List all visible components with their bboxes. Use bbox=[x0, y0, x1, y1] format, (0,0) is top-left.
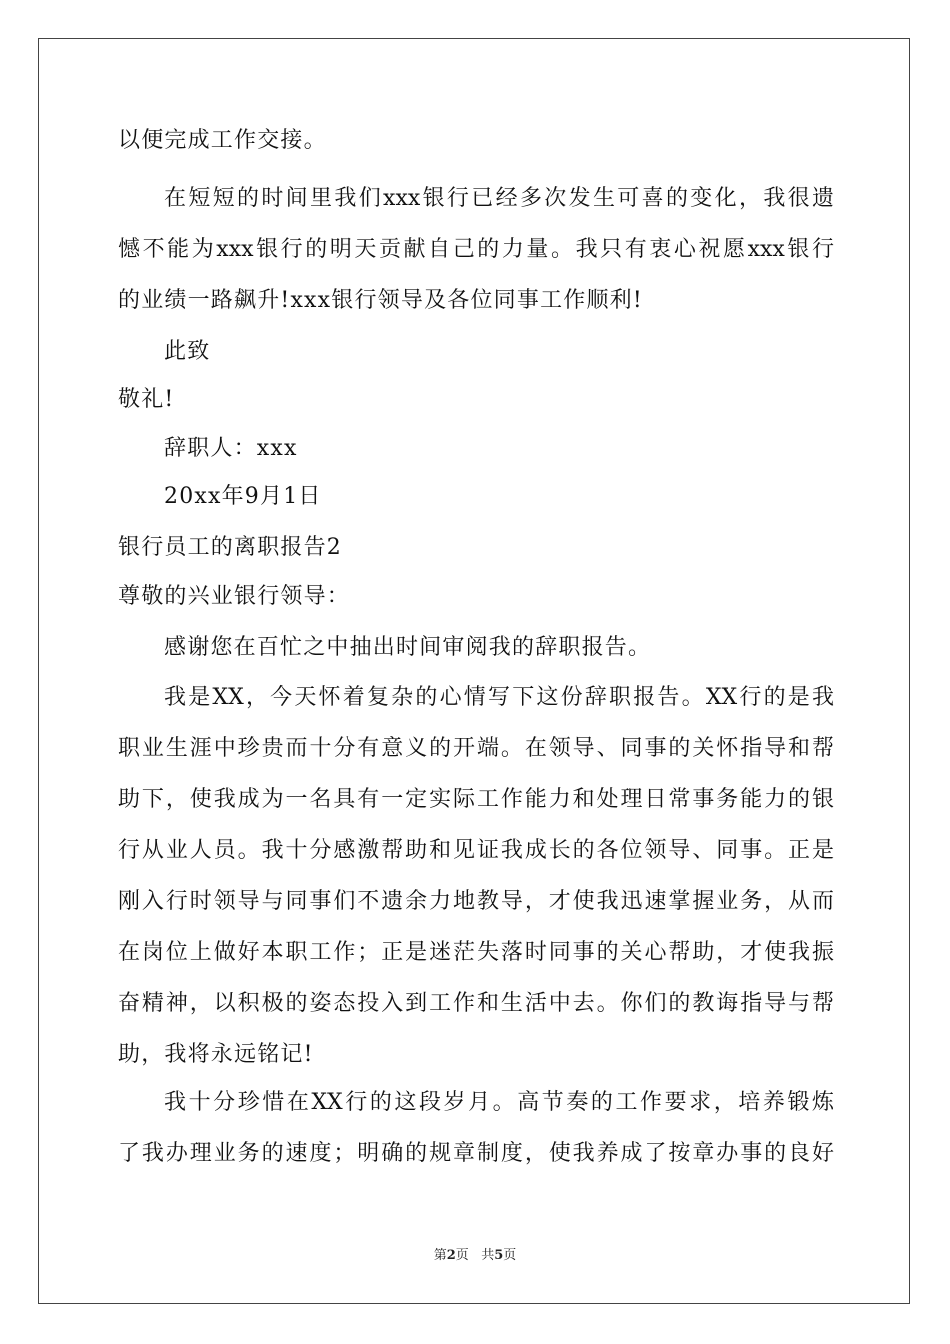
text-line: 辞职人：xxx bbox=[164, 436, 298, 461]
text-line: 行从业人员。我十分感激帮助和见证我成长的各位领导、同事。正是 bbox=[118, 838, 834, 863]
text-line: 助下，使我成为一名具有一定实际工作能力和处理日常事务能力的银 bbox=[118, 787, 834, 812]
text-line: 了我办理业务的速度；明确的规章制度，使我养成了按章办事的良好 bbox=[118, 1141, 834, 1166]
section-heading: 银行员工的离职报告2 bbox=[118, 535, 342, 560]
text-line: 我是XX，今天怀着复杂的心情写下这份辞职报告。XX行的是我 bbox=[164, 685, 834, 710]
text-line: 敬礼! bbox=[118, 387, 175, 412]
text-line: 在短短的时间里我们xxx银行已经多次发生可喜的变化，我很遗 bbox=[164, 186, 834, 211]
page-prefix: 第 bbox=[433, 1248, 447, 1263]
text-line: 感谢您在百忙之中抽出时间审阅我的辞职报告。 bbox=[164, 635, 652, 660]
text-line: 奋精神，以积极的姿态投入到工作和生活中去。你们的教诲指导与帮 bbox=[118, 991, 834, 1016]
page-current: 2 bbox=[446, 1248, 456, 1263]
text-line: 在岗位上做好本职工作；正是迷茫失落时同事的关心帮助，才使我振 bbox=[118, 940, 834, 965]
text-line: 此致 bbox=[164, 339, 211, 364]
text-line: 以便完成工作交接。 bbox=[118, 128, 327, 153]
text-line: 憾不能为xxx银行的明天贡献自己的力量。我只有衷心祝愿xxx银行 bbox=[118, 237, 834, 262]
text-line: 的业绩一路飙升!xxx银行领导及各位同事工作顺利! bbox=[118, 288, 643, 313]
text-line: 刚入行时领导与同事们不遗余力地教导，才使我迅速掌握业务，从而 bbox=[118, 889, 834, 914]
total-prefix: 共 bbox=[481, 1248, 495, 1263]
text-line: 助，我将永远铭记! bbox=[118, 1042, 314, 1067]
total-suffix: 页 bbox=[503, 1248, 517, 1263]
text-line: 20xx年9月1日 bbox=[164, 484, 322, 509]
text-line: 职业生涯中珍贵而十分有意义的开端。在领导、同事的关怀指导和帮 bbox=[118, 736, 834, 761]
text-line: 我十分珍惜在XX行的这段岁月。高节奏的工作要求，培养锻炼 bbox=[164, 1090, 834, 1115]
page-footer bbox=[0, 1248, 950, 1264]
page-total: 5 bbox=[494, 1248, 504, 1263]
page-suffix: 页 bbox=[455, 1248, 469, 1263]
salutation: 尊敬的兴业银行领导： bbox=[118, 584, 351, 609]
